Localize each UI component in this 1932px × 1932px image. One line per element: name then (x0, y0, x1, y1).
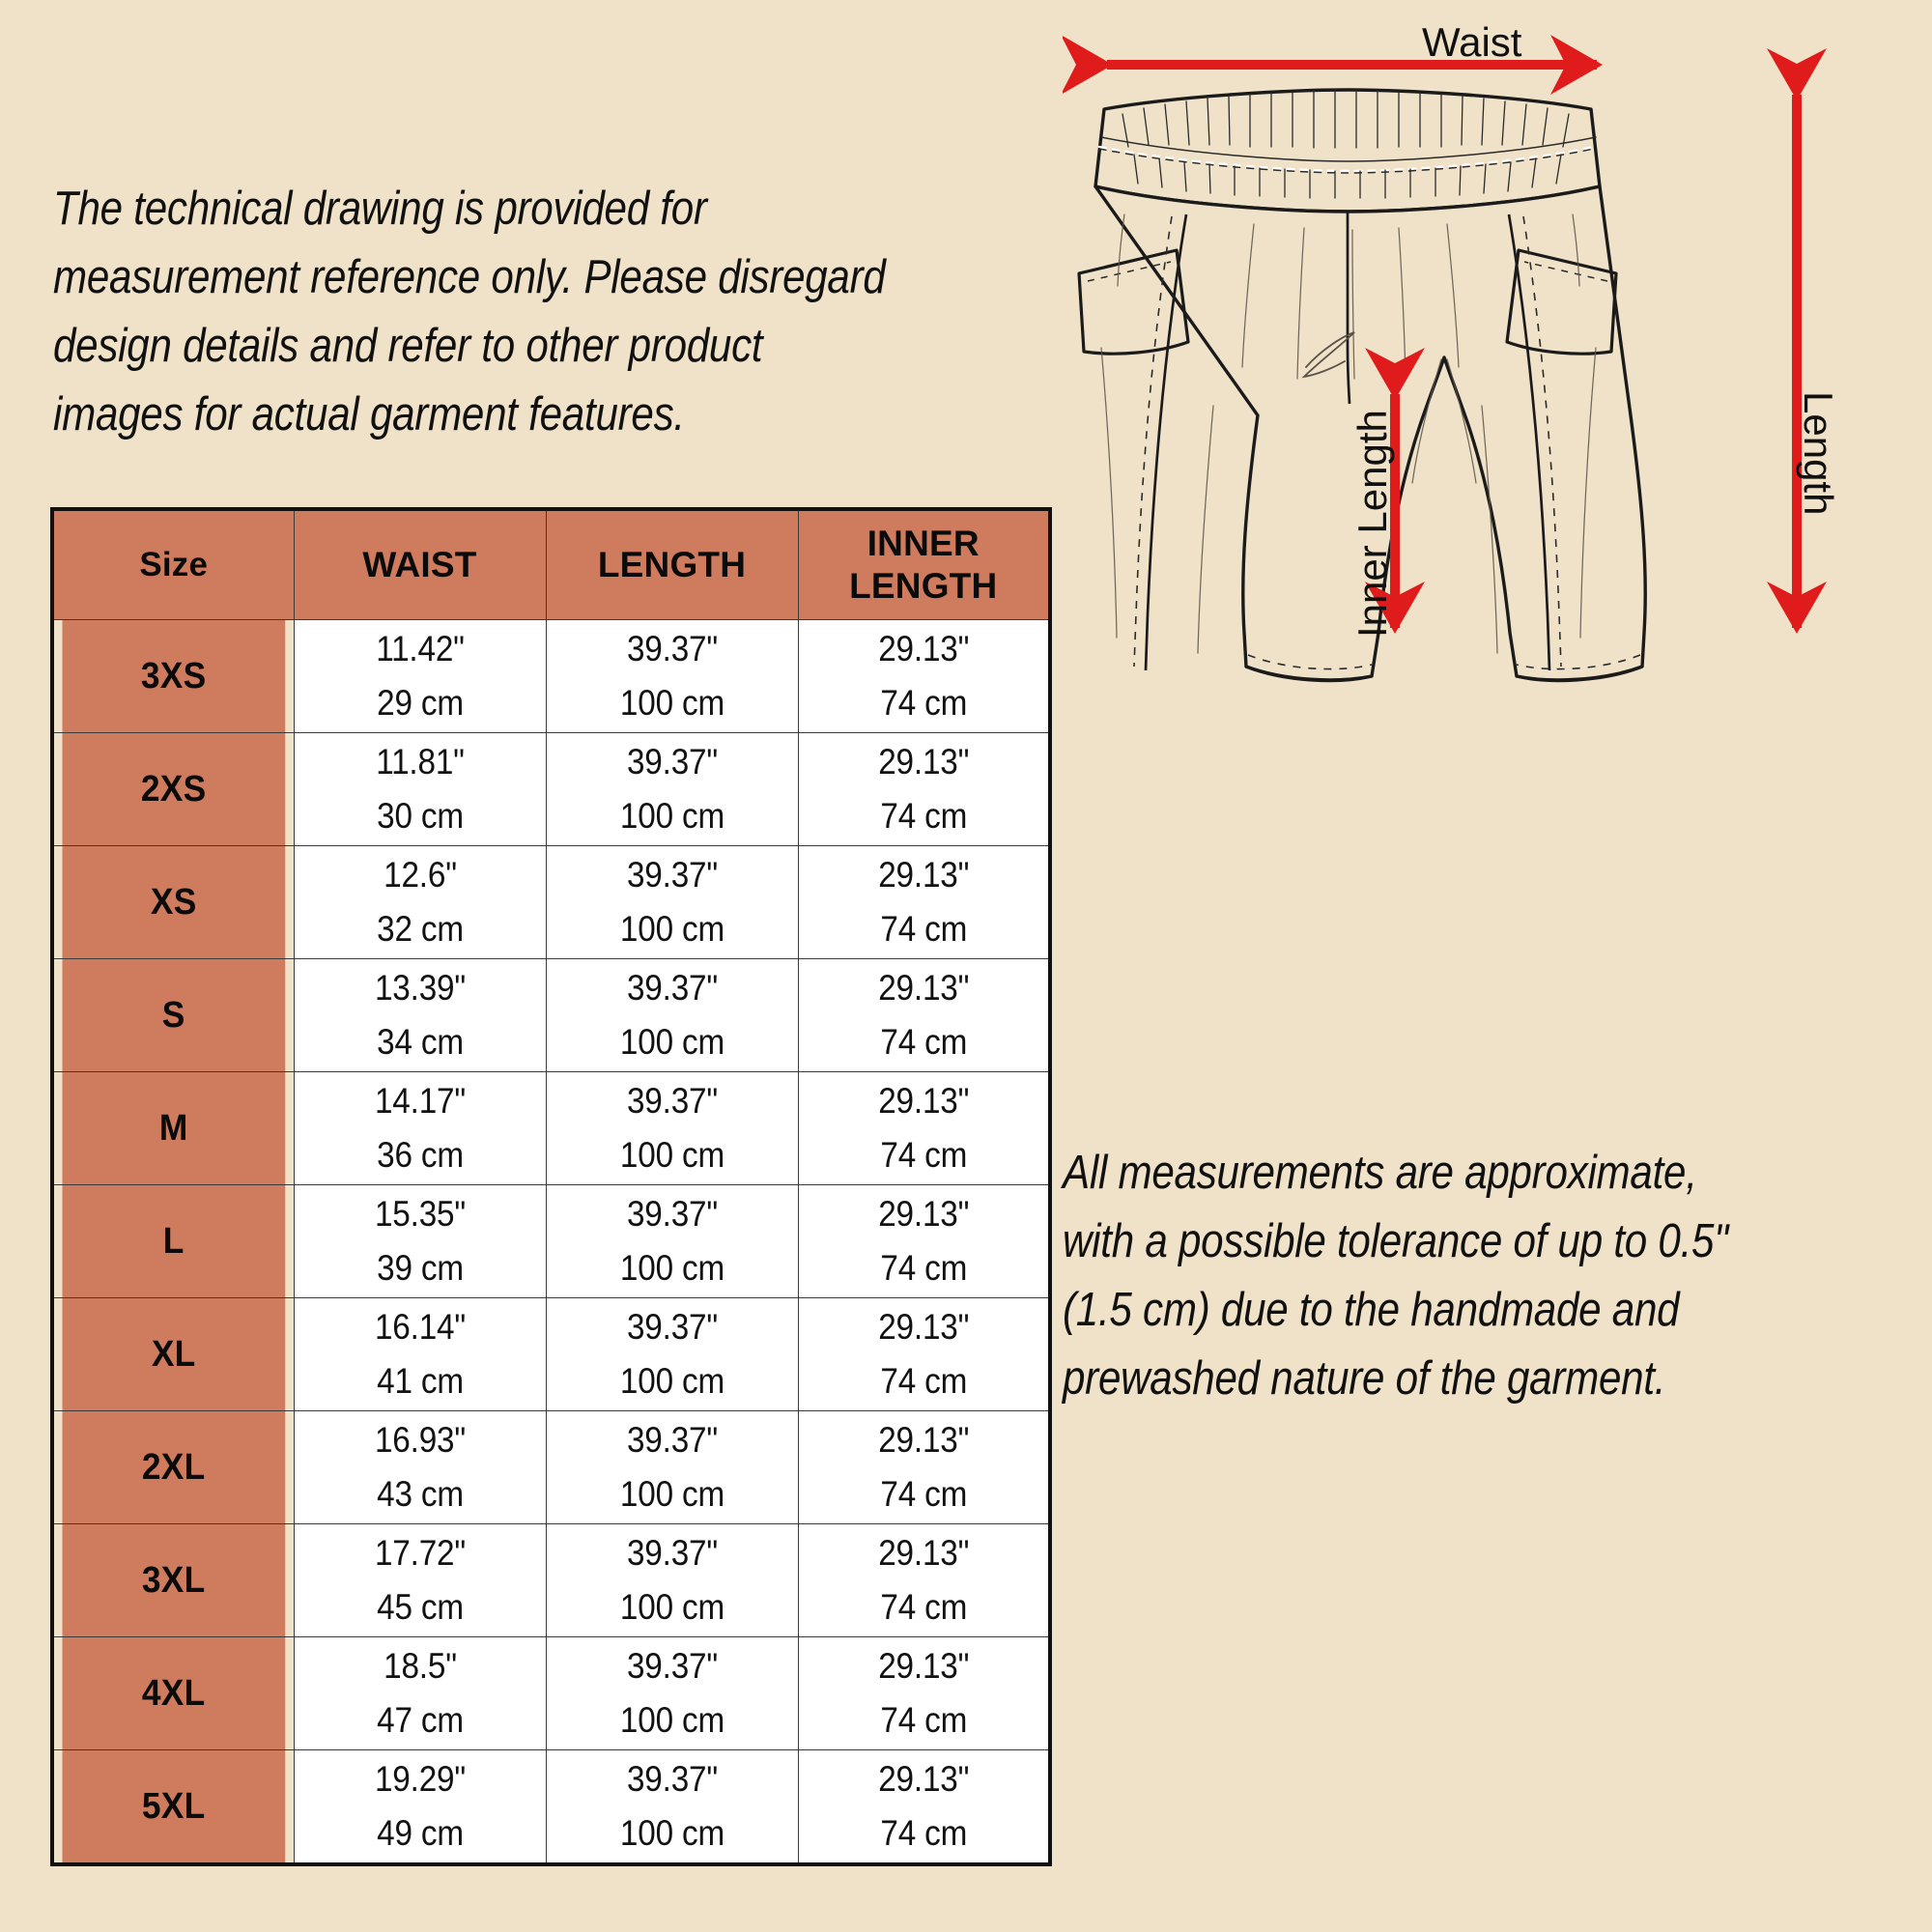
size-label-cell: 2XS (61, 733, 286, 846)
waist-measurement-label: Waist (1422, 19, 1522, 65)
length-inches: 39.37" (626, 1758, 718, 1799)
inner-length-value-cell (798, 846, 1050, 959)
length-value-cell (546, 1411, 798, 1524)
length-value-cell (546, 1185, 798, 1298)
length-inches: 39.37" (626, 1193, 718, 1234)
table-row (52, 959, 1050, 1072)
length-centimeters: 100 cm (619, 1700, 724, 1740)
inner-length-centimeters: 74 cm (879, 1361, 967, 1401)
size-label-cell: 4XL (61, 1637, 286, 1750)
waist-centimeters: 39 cm (376, 1248, 464, 1288)
length-centimeters: 100 cm (619, 1587, 724, 1627)
length-inches: 39.37" (626, 1645, 718, 1686)
inner-length-value-cell (798, 959, 1050, 1072)
inner-length-centimeters: 74 cm (879, 1022, 967, 1062)
waist-inches: 11.81" (375, 741, 465, 781)
size-label-cell: XL (61, 1298, 286, 1411)
length-centimeters: 100 cm (619, 796, 724, 836)
length-value-cell (546, 620, 798, 733)
waist-centimeters: 29 cm (376, 683, 464, 723)
inner-length-centimeters: 74 cm (879, 1587, 967, 1627)
length-inches: 39.37" (626, 1532, 718, 1573)
inner-length-centimeters: 74 cm (879, 1813, 967, 1853)
inner-length-centimeters: 74 cm (879, 1135, 967, 1175)
size-label-cell: L (61, 1185, 286, 1298)
inner-length-inches: 29.13" (877, 1758, 969, 1799)
length-measurement-label: Length (1796, 391, 1841, 516)
table-row (52, 1298, 1050, 1411)
inner-length-value-cell (798, 1185, 1050, 1298)
inner-length-inches: 29.13" (877, 854, 969, 895)
inner-length-centimeters: 74 cm (879, 796, 967, 836)
size-chart-table (50, 507, 1052, 1866)
inner-length-inches: 29.13" (877, 1645, 969, 1686)
length-value-cell (546, 733, 798, 846)
length-inches: 39.37" (626, 741, 718, 781)
inner-length-inches: 29.13" (877, 741, 969, 781)
waist-value-cell (294, 959, 546, 1072)
inner-length-value-cell (798, 733, 1050, 846)
waist-value-cell (294, 1750, 546, 1865)
tolerance-disclaimer-text: All measurements are approximate, with a possible tolerance of up to 0.5" (1.5 cm) due to the handmade and prewashed nature of the garment. (1063, 1147, 1728, 1406)
waist-value-cell (294, 1298, 546, 1411)
waist-inches: 13.39" (374, 967, 466, 1008)
table-header (52, 509, 1050, 620)
waist-centimeters: 43 cm (376, 1474, 464, 1514)
waist-inches: 17.72" (374, 1532, 466, 1573)
inner-length-value-cell (798, 1298, 1050, 1411)
waist-value-cell (294, 846, 546, 959)
waist-centimeters: 30 cm (376, 796, 464, 836)
length-centimeters: 100 cm (619, 683, 724, 723)
inner-length-centimeters: 74 cm (879, 909, 967, 949)
intro-disclaimer-text: The technical drawing is provided for measurement reference only. Please disregard design details and refer to other product images for actual garment features. (53, 183, 886, 441)
inner-length-inches: 29.13" (877, 628, 969, 668)
size-label-cell: S (61, 959, 286, 1072)
waist-inches: 16.93" (374, 1419, 466, 1460)
waist-value-cell (294, 1411, 546, 1524)
size-label-cell: XS (61, 846, 286, 959)
length-value-cell (546, 1637, 798, 1750)
inner-length-centimeters: 74 cm (879, 1248, 967, 1288)
inner-length-inches: 29.13" (877, 1419, 969, 1460)
table-row (52, 1637, 1050, 1750)
column-header-inner-length-line1: INNER (867, 524, 980, 564)
size-label-cell: 2XL (61, 1411, 286, 1524)
table-row (52, 620, 1050, 733)
inner-length-value-cell (798, 1637, 1050, 1750)
table-row (52, 1750, 1050, 1865)
length-centimeters: 100 cm (619, 1135, 724, 1175)
waist-centimeters: 41 cm (376, 1361, 464, 1401)
length-value-cell (546, 1750, 798, 1865)
column-header-inner-length (798, 509, 1050, 620)
inner-length-inches: 29.13" (877, 1532, 969, 1573)
inner-length-centimeters: 74 cm (879, 1700, 967, 1740)
length-value-cell (546, 1298, 798, 1411)
inner-length-centimeters: 74 cm (879, 1474, 967, 1514)
technical-drawing-block (1063, 0, 1932, 889)
size-label-cell: 3XS (61, 620, 286, 733)
length-centimeters: 100 cm (619, 1248, 724, 1288)
length-centimeters: 100 cm (619, 1813, 724, 1853)
size-label-cell: 5XL (61, 1750, 286, 1865)
waist-value-cell (294, 1524, 546, 1637)
length-inches: 39.37" (626, 1306, 718, 1347)
length-inches: 39.37" (626, 1419, 718, 1460)
waist-centimeters: 36 cm (376, 1135, 464, 1175)
size-label-cell: M (61, 1072, 286, 1185)
waist-inches: 19.29" (374, 1758, 466, 1799)
length-inches: 39.37" (626, 628, 718, 668)
inner-length-measurement-label: Inner Length (1350, 410, 1395, 638)
table-row (52, 1411, 1050, 1524)
waist-value-cell (294, 733, 546, 846)
length-centimeters: 100 cm (619, 1474, 724, 1514)
inner-length-value-cell (798, 1750, 1050, 1865)
waist-inches: 12.6" (383, 854, 457, 895)
inner-length-value-cell (798, 1524, 1050, 1637)
column-header-waist: WAIST (294, 509, 546, 620)
size-label-cell: 3XL (61, 1524, 286, 1637)
table-body (52, 620, 1050, 1865)
column-header-length: LENGTH (546, 509, 798, 620)
waist-inches: 15.35" (374, 1193, 466, 1234)
inner-length-inches: 29.13" (877, 1193, 969, 1234)
table-row (52, 733, 1050, 846)
table-row (52, 1524, 1050, 1637)
inner-length-value-cell (798, 620, 1050, 733)
length-inches: 39.37" (626, 1080, 718, 1121)
length-value-cell (546, 1072, 798, 1185)
column-header-inner-length-line2: LENGTH (849, 566, 998, 606)
waist-inches: 18.5" (383, 1645, 457, 1686)
inner-length-inches: 29.13" (877, 967, 969, 1008)
length-inches: 39.37" (626, 967, 718, 1008)
waist-inches: 16.14" (374, 1306, 466, 1347)
length-inches: 39.37" (626, 854, 718, 895)
table-row (52, 846, 1050, 959)
length-value-cell (546, 846, 798, 959)
table-row (52, 1185, 1050, 1298)
inner-length-inches: 29.13" (877, 1306, 969, 1347)
table-row (52, 1072, 1050, 1185)
length-value-cell (546, 959, 798, 1072)
waist-value-cell (294, 1637, 546, 1750)
waist-centimeters: 45 cm (376, 1587, 464, 1627)
waist-centimeters: 34 cm (376, 1022, 464, 1062)
inner-length-value-cell (798, 1411, 1050, 1524)
waist-inches: 11.42" (375, 628, 465, 668)
length-centimeters: 100 cm (619, 1022, 724, 1062)
waist-inches: 14.17" (374, 1080, 466, 1121)
inner-length-centimeters: 74 cm (879, 683, 967, 723)
table-header-row (52, 509, 1050, 620)
column-header-size: Size (52, 509, 294, 620)
inner-length-inches: 29.13" (877, 1080, 969, 1121)
waist-value-cell (294, 1072, 546, 1185)
length-centimeters: 100 cm (619, 1361, 724, 1401)
length-centimeters: 100 cm (619, 909, 724, 949)
length-value-cell (546, 1524, 798, 1637)
size-chart-table-container (50, 507, 1048, 1866)
waist-centimeters: 49 cm (376, 1813, 464, 1853)
inner-length-value-cell (798, 1072, 1050, 1185)
waist-centimeters: 32 cm (376, 909, 464, 949)
right-column (1063, 0, 1932, 1932)
waist-centimeters: 47 cm (376, 1700, 464, 1740)
waist-value-cell (294, 620, 546, 733)
waist-value-cell (294, 1185, 546, 1298)
